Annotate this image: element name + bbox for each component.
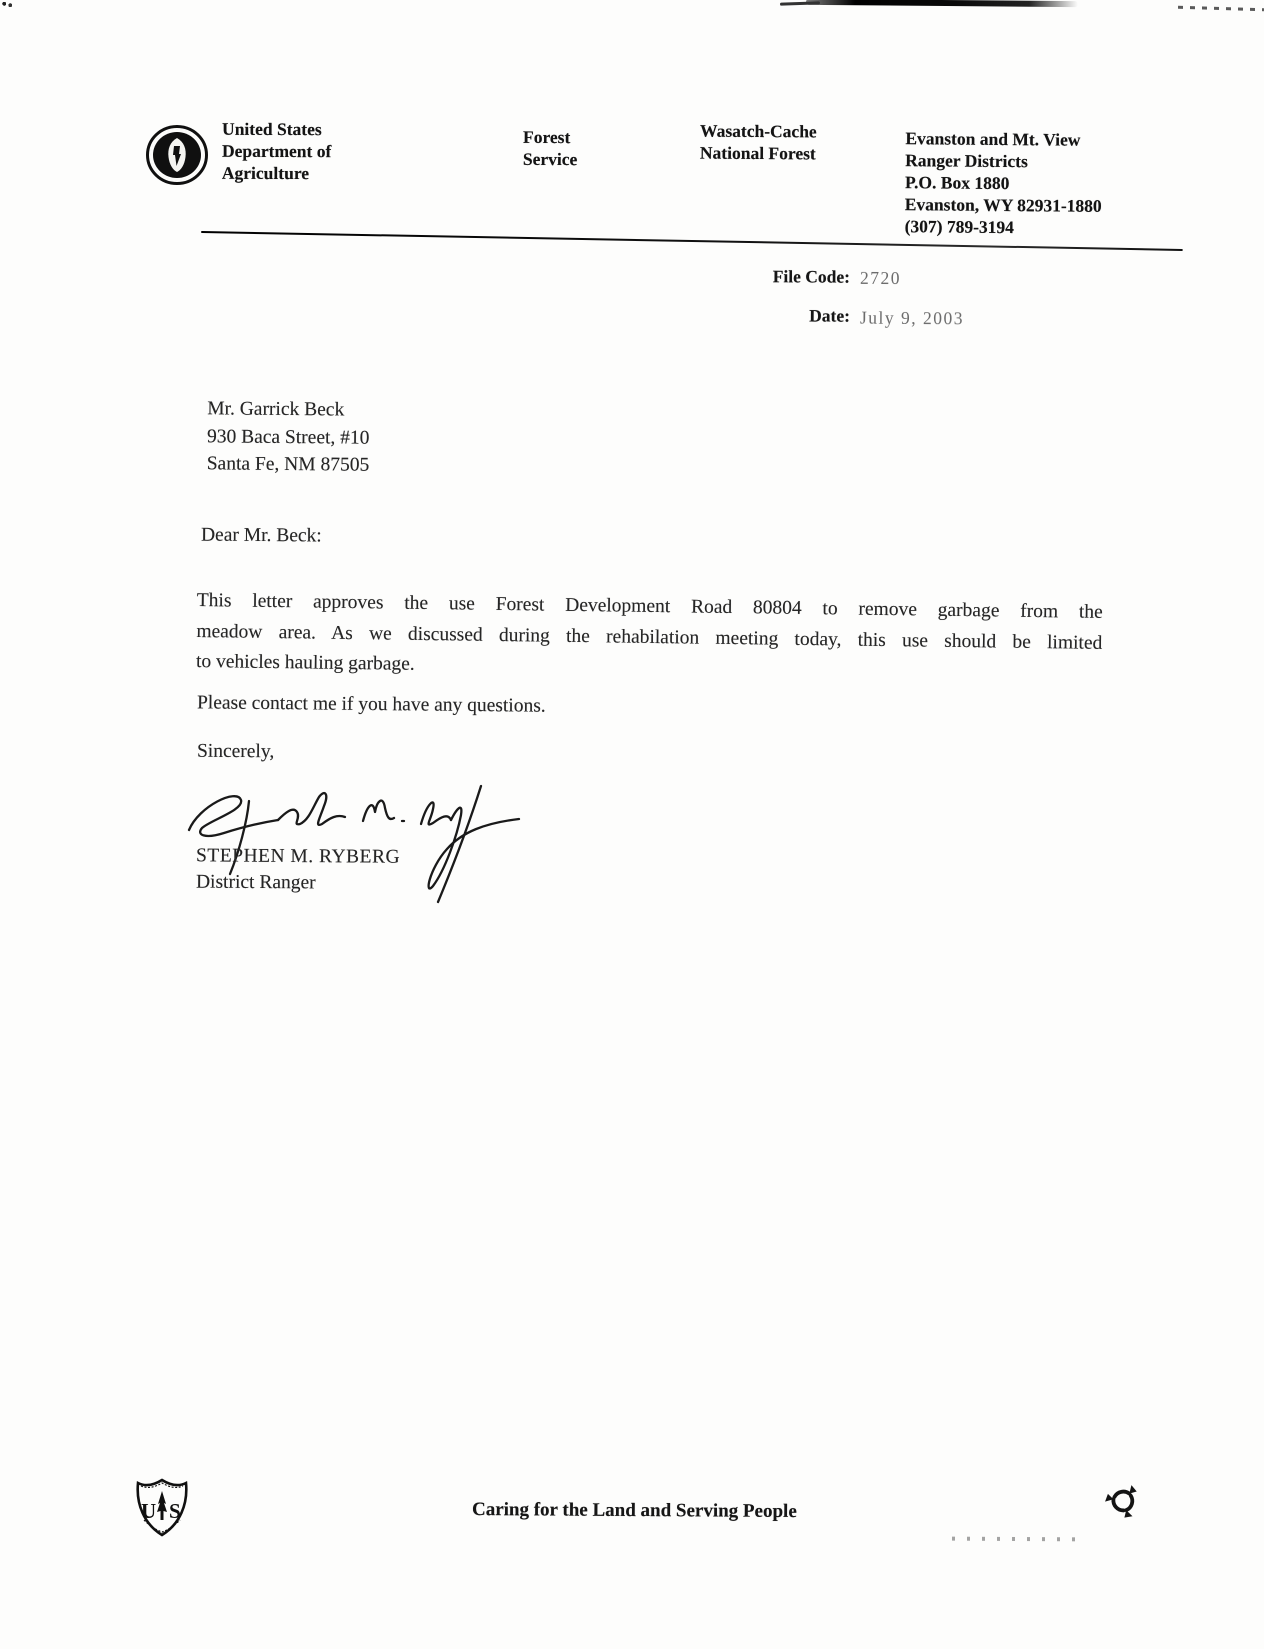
recipient-city-line: Santa Fe, NM 87505 bbox=[206, 453, 370, 476]
salutation: Dear Mr. Beck: bbox=[200, 524, 322, 547]
recipient-name-line: Mr. Garrick Beck bbox=[207, 398, 345, 421]
body-paragraph-line: meadow area. As we discussed during the rehabilation meeting today, this use should be limited bbox=[196, 620, 1103, 654]
file-code-value: 2720 bbox=[859, 267, 902, 289]
scan-artifact-bottom-dots bbox=[952, 1537, 1084, 1542]
scan-artifact-top-dashes bbox=[1178, 6, 1264, 11]
signer-name: STEPHEN M. RYBERG bbox=[195, 845, 401, 868]
recycle-icon bbox=[1104, 1482, 1142, 1525]
closing: Sincerely, bbox=[196, 740, 275, 763]
letterhead-agency-line: Department of bbox=[221, 140, 332, 162]
footer-motto: Caring for the Land and Serving People bbox=[471, 1499, 797, 1522]
contact-line: Please contact me if you have any questions. bbox=[196, 692, 546, 717]
letterhead-forest-line: National Forest bbox=[699, 142, 816, 164]
svg-text:S: S bbox=[169, 1499, 181, 1523]
letterhead-district-line: P.O. Box 1880 bbox=[904, 172, 1010, 194]
forest-service-shield-icon bbox=[133, 1476, 191, 1543]
letterhead-forest-line: Wasatch-Cache bbox=[700, 120, 817, 142]
file-code-label: File Code: bbox=[772, 266, 851, 287]
body-paragraph bbox=[196, 586, 1103, 689]
date-label: Date: bbox=[809, 305, 851, 326]
letterhead-agency-line: Agriculture bbox=[221, 162, 310, 184]
letterhead-service-line: Forest bbox=[523, 126, 571, 148]
letterhead-service bbox=[523, 126, 578, 170]
letterhead-district-line: Evanston and Mt. View bbox=[905, 128, 1081, 150]
letterhead-district-line: Ranger Districts bbox=[905, 150, 1028, 172]
letterhead-forest bbox=[700, 120, 817, 165]
letterhead-district-line: (307) 789-3194 bbox=[904, 216, 1015, 238]
scan-artifact-top-streak-2 bbox=[780, 1, 820, 5]
recipient-street-line: 930 Baca Street, #10 bbox=[206, 425, 370, 449]
svg-text:U: U bbox=[141, 1499, 157, 1523]
letterhead-district-line: Evanston, WY 82931-1880 bbox=[904, 194, 1102, 216]
usda-seal-icon bbox=[145, 124, 209, 191]
signer-title: District Ranger bbox=[195, 871, 316, 894]
scan-artifact-top-streak bbox=[806, 0, 1078, 7]
letterhead-agency bbox=[222, 118, 332, 184]
letterhead-agency-line: United States bbox=[222, 118, 322, 140]
recipient-address bbox=[207, 395, 370, 479]
body-paragraph-line: to vehicles hauling garbage. bbox=[195, 650, 415, 675]
letterhead-service-line: Service bbox=[522, 148, 578, 170]
letterhead-district bbox=[905, 127, 1103, 239]
date-value: July 9, 2003 bbox=[859, 307, 965, 329]
scan-artifact-corner-mark bbox=[2, 1, 13, 8]
body-paragraph-line: This letter approves the use Forest Development Road 80804 to remove garbage from the bbox=[196, 589, 1103, 623]
